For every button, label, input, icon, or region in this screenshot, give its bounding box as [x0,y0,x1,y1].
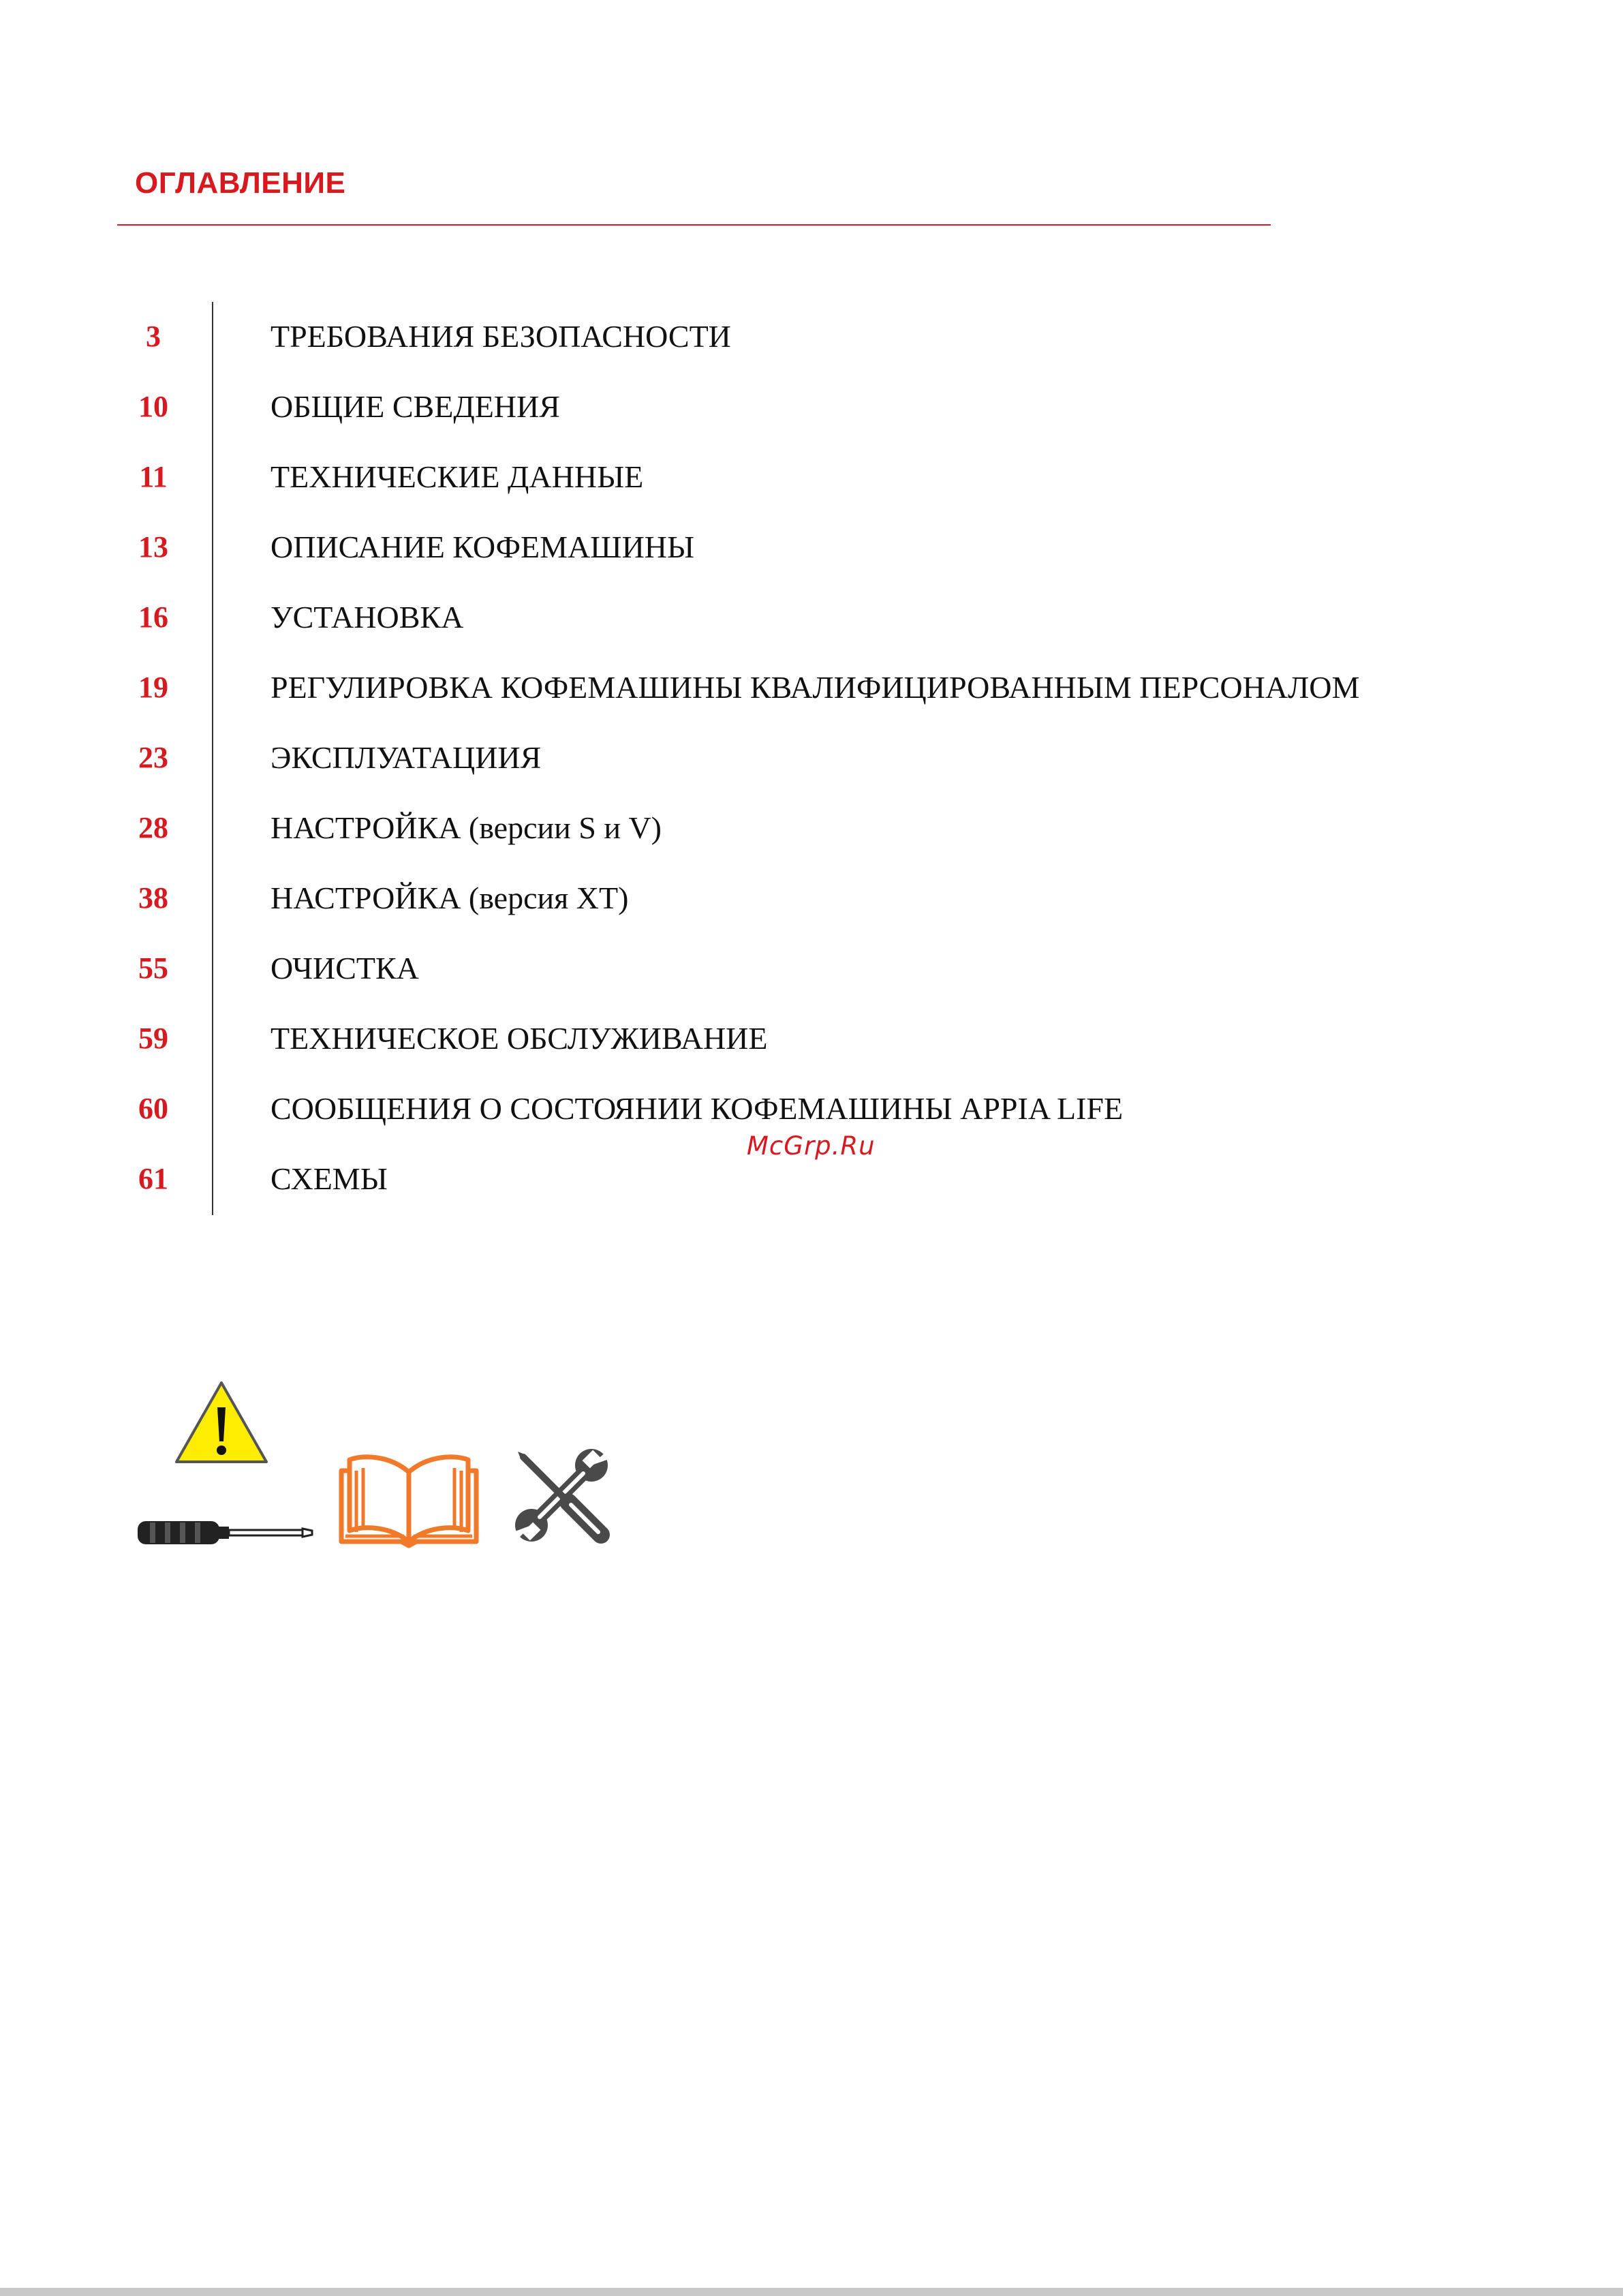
toc-row[interactable] [0,660,1499,715]
toc-page-number: 3 [146,320,161,353]
toc-page-number: 11 [139,460,168,493]
toc-page-number: 28 [138,811,168,844]
toc-title: ТРЕБОВАНИЯ БЕЗОПАСНОСТИ [270,319,731,354]
toc-title: ОЧИСТКА [270,951,419,985]
toc-title: ОБЩИЕ СВЕДЕНИЯ [270,389,560,424]
warning-icon [174,1380,269,1465]
toc-row[interactable] [0,941,1499,996]
toc-title: ТЕХНИЧЕСКИЕ ДАННЫЕ [270,459,644,494]
page-title: ОГЛАВЛЕНИЕ [135,166,346,200]
toc-row[interactable] [0,1082,1499,1136]
toc-page-number: 10 [138,390,168,423]
toc-page-number: 60 [138,1092,168,1125]
toc-title: ОПИСАНИЕ КОФЕМАШИНЫ [270,530,695,564]
toc-row[interactable] [0,590,1499,645]
toc-page-number: 23 [138,741,168,774]
toc-row[interactable] [0,871,1499,925]
toc-page-number: 55 [138,951,168,985]
screwdriver-icon [136,1512,313,1552]
toc-row[interactable] [0,380,1499,434]
toc-title: НАСТРОЙКА (версии S и V) [270,810,662,845]
toc-title: СООБЩЕНИЯ О СОСТОЯНИИ КОФЕМАШИНЫ APPIA LIFE [270,1091,1124,1126]
toc-row[interactable] [0,1011,1499,1066]
toc-row[interactable] [0,520,1499,575]
book-icon [336,1450,482,1549]
toc-row[interactable] [0,801,1499,855]
toc-title: ТЕХНИЧЕСКОЕ ОБСЛУЖИВАНИЕ [270,1021,768,1056]
toc-title: УСТАНОВКА [270,600,464,634]
tools-icon [511,1445,617,1547]
toc-page-number: 13 [138,530,168,564]
toc-page-number: 59 [138,1022,168,1055]
toc-row[interactable] [0,731,1499,785]
page-bottom-edge [0,2288,1623,2296]
toc-title: РЕГУЛИРОВКА КОФЕМАШИНЫ КВАЛИФИЦИРОВАННЫМ ПЕРСОНАЛОМ [270,670,1360,705]
toc-title: ЭКСПЛУАТАЦИИЯ [270,740,542,775]
toc-title: СХЕМЫ [270,1161,388,1196]
toc-row[interactable] [0,450,1499,504]
heading-divider [117,224,1271,226]
toc-page-number: 16 [138,600,168,634]
toc-row[interactable] [0,309,1499,364]
toc-page-number: 61 [138,1162,168,1195]
toc-page-number: 38 [138,881,168,915]
toc-page-number: 19 [138,671,168,704]
watermark: McGrp.Ru [747,1131,876,1161]
toc-title: НАСТРОЙКА (версия XT) [270,881,629,915]
